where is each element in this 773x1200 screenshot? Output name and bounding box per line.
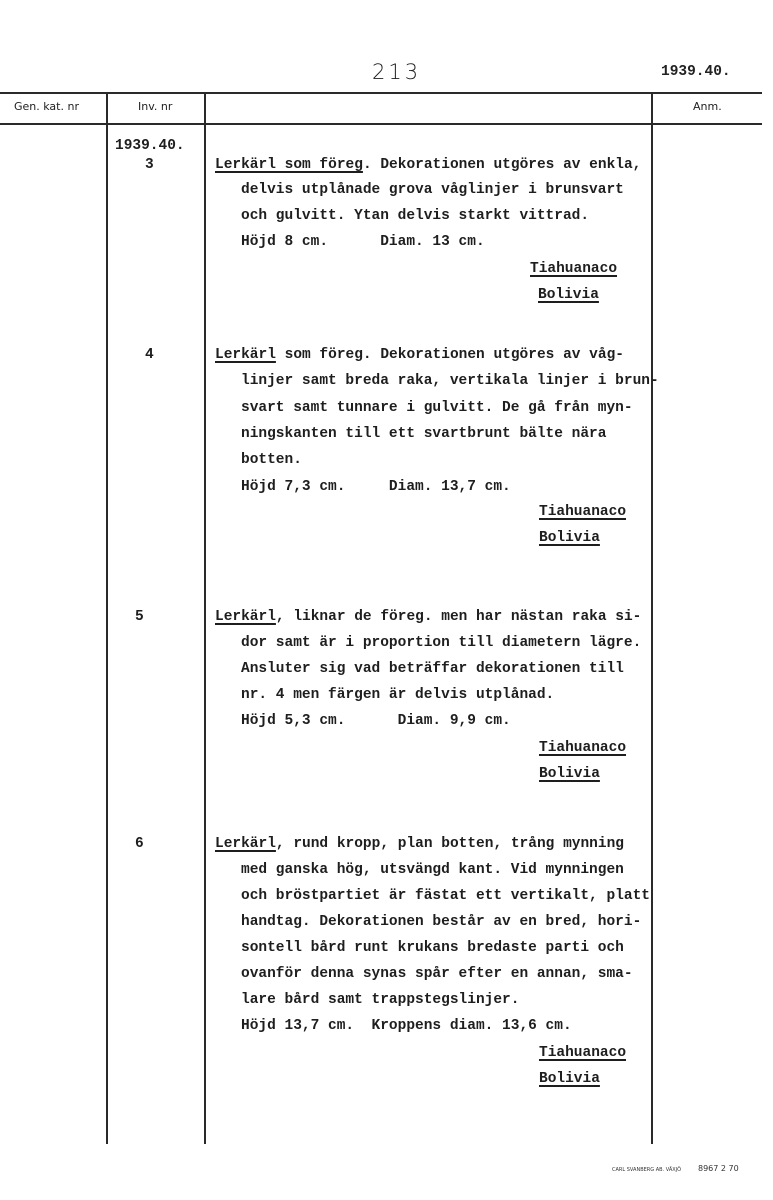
entry-line: Lerkärl som föreg. Dekorationen utgöres av enkla, (215, 157, 642, 173)
printer-imprint: CARL SVANBERG AB. VÄXJÖ (612, 1167, 682, 1173)
inventory-number: 5 (135, 609, 144, 625)
site-name: Tiahuanaco (539, 740, 627, 756)
object-name: Lerkärl (215, 347, 276, 363)
column-header-inv-nr: Inv. nr (138, 100, 173, 113)
country-name: Bolivia (539, 530, 600, 546)
country-name: Bolivia (539, 1071, 600, 1087)
column-divider-2 (204, 92, 206, 1144)
entry-line: Ansluter sig vad beträffar dekorationen till (241, 661, 624, 677)
site-name: Tiahuanaco (539, 504, 627, 520)
column-header-anm: Anm. (693, 100, 722, 113)
column-divider-3 (651, 92, 653, 1144)
table-top-rule (0, 92, 762, 94)
entry-line: och bröstpartiet är fästat ett vertikalt, platt (241, 888, 650, 904)
entry-line: ningskanten till ett svartbrunt bälte nära (241, 426, 607, 442)
column-divider-1 (106, 92, 108, 1144)
entry-line: sontell bård runt krukans bredaste parti och (241, 940, 624, 956)
entry-line: lare bård samt trappstegslinjer. (241, 992, 520, 1008)
country-name: Bolivia (539, 766, 600, 782)
entry-line: nr. 4 men färgen är delvis utplånad. (241, 687, 555, 703)
inventory-number: 3 (145, 157, 154, 173)
entry-line: Lerkärl, liknar de föreg. men har nästan raka si- (215, 609, 642, 625)
entry-line: och gulvitt. Ytan delvis starkt vittrad. (241, 208, 590, 224)
page-number: 213 (372, 60, 422, 84)
measurements: Höjd 8 cm. Diam. 13 cm. (241, 234, 485, 250)
inventory-number: 6 (135, 836, 144, 852)
site-name: Tiahuanaco (530, 261, 618, 277)
entry-line: botten. (241, 452, 302, 468)
measurements: Höjd 13,7 cm. Kroppens diam. 13,6 cm. (241, 1018, 572, 1034)
measurements: Höjd 7,3 cm. Diam. 13,7 cm. (241, 479, 511, 495)
inventory-number: 4 (145, 347, 154, 363)
entry-line: Lerkärl som föreg. Dekorationen utgöres av våg- (215, 347, 624, 363)
header-bottom-rule (0, 123, 762, 125)
entry-line: dor samt är i proportion till diametern lägre. (241, 635, 642, 651)
form-number: 8967 2 70 (698, 1164, 739, 1173)
country-name: Bolivia (538, 287, 599, 303)
entry-line: handtag. Dekorationen består av en bred, hori- (241, 914, 642, 930)
site-name: Tiahuanaco (539, 1045, 627, 1061)
entry-line: Lerkärl, rund kropp, plan botten, trång mynning (215, 836, 624, 852)
entry-line: delvis utplånade grova våglinjer i brunsvart (241, 182, 624, 198)
entry-line: linjer samt breda raka, vertikala linjer i brun- (241, 373, 659, 389)
entry-line: svart samt tunnare i gulvitt. De gå från myn- (241, 400, 633, 416)
entry-line: ovanför denna synas spår efter en annan, sma- (241, 966, 633, 982)
object-name: Lerkärl som föreg (215, 157, 363, 173)
object-name: Lerkärl (215, 836, 276, 852)
object-name: Lerkärl (215, 609, 276, 625)
column-header-gen-kat-nr: Gen. kat. nr (14, 100, 79, 113)
series-label: 1939.40. (115, 138, 185, 154)
entry-line: med ganska hög, utsvängd kant. Vid mynningen (241, 862, 624, 878)
year-header: 1939.40. (661, 64, 731, 80)
measurements: Höjd 5,3 cm. Diam. 9,9 cm. (241, 713, 511, 729)
